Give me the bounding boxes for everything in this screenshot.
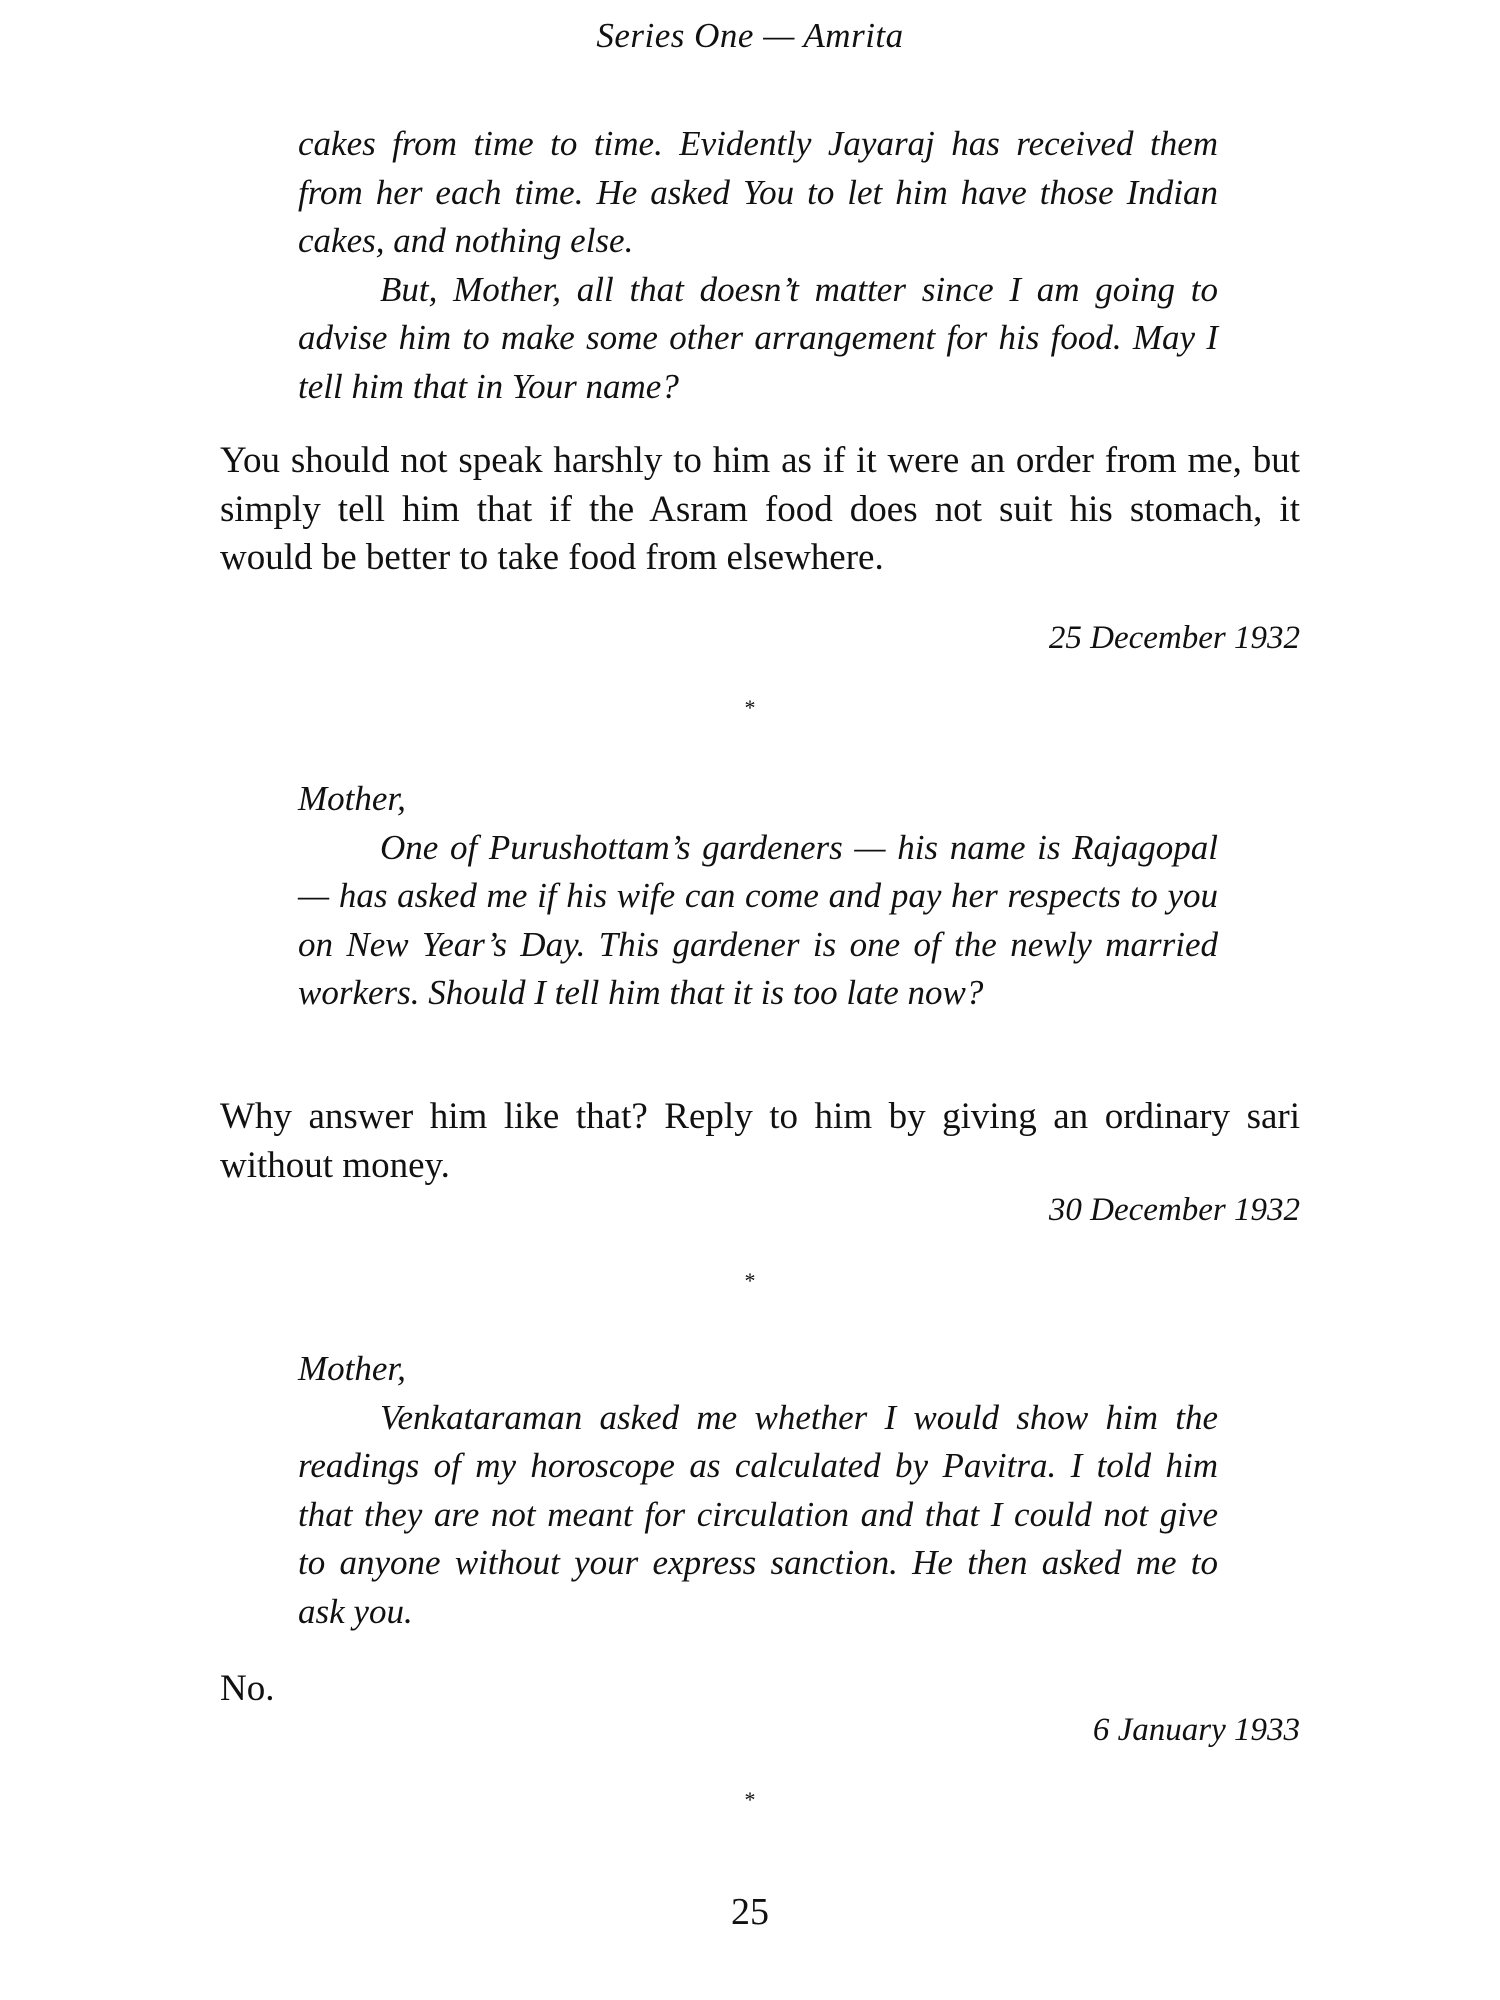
entry-date: 25 December 1932	[1048, 620, 1300, 656]
question-paragraph: cakes from time to time. Evidently Jayaraj has received them from her each time. He asked You to let him have those Indian cakes, and nothing else.	[298, 124, 1218, 260]
page-number: 25	[731, 1891, 769, 1933]
answer-block	[220, 1665, 1300, 1714]
entry-date: 6 January 1933	[1092, 1712, 1300, 1748]
salutation: Mother,	[298, 1349, 406, 1388]
question-paragraph: Venkataraman asked me whether I would show him the readings of my horoscope as calculated by Pavitra. I told him that they are not meant for circulation and that I could not give to anyone without your express sanction. He then asked me to ask you.	[298, 1397, 1218, 1631]
section-separator: *	[744, 1268, 756, 1293]
question-block	[298, 1345, 1218, 1636]
answer-paragraph: Why answer him like that? Reply to him by giving an ordinary sari without money.	[220, 1096, 1300, 1186]
salutation: Mother,	[298, 779, 406, 818]
answer-block	[220, 1093, 1300, 1190]
section-separator: *	[744, 695, 756, 720]
section-separator: *	[744, 1787, 756, 1812]
entry-date: 30 December 1932	[1048, 1192, 1300, 1228]
question-paragraph: One of Purushottam’s gardeners — his name is Rajagopal — has asked me if his wife can come and pay her respects to you on New Year’s Day. This gardener is one of the newly married workers. Should I tell him that it is too late now?	[298, 827, 1218, 1012]
answer-block	[220, 437, 1300, 583]
answer-paragraph: No.	[220, 1668, 275, 1709]
running-head: Series One — Amrita	[596, 16, 904, 55]
question-block	[298, 120, 1218, 411]
question-paragraph: But, Mother, all that doesn’t matter since I am going to advise him to make some other arrangement for his food. May I tell him that in Your name?	[298, 269, 1218, 406]
answer-paragraph: You should not speak harshly to him as if it were an order from me, but simply tell him that if the Asram food does not suit his stomach, it would be better to take food from elsewhere.	[220, 440, 1300, 578]
question-block	[298, 775, 1218, 1018]
